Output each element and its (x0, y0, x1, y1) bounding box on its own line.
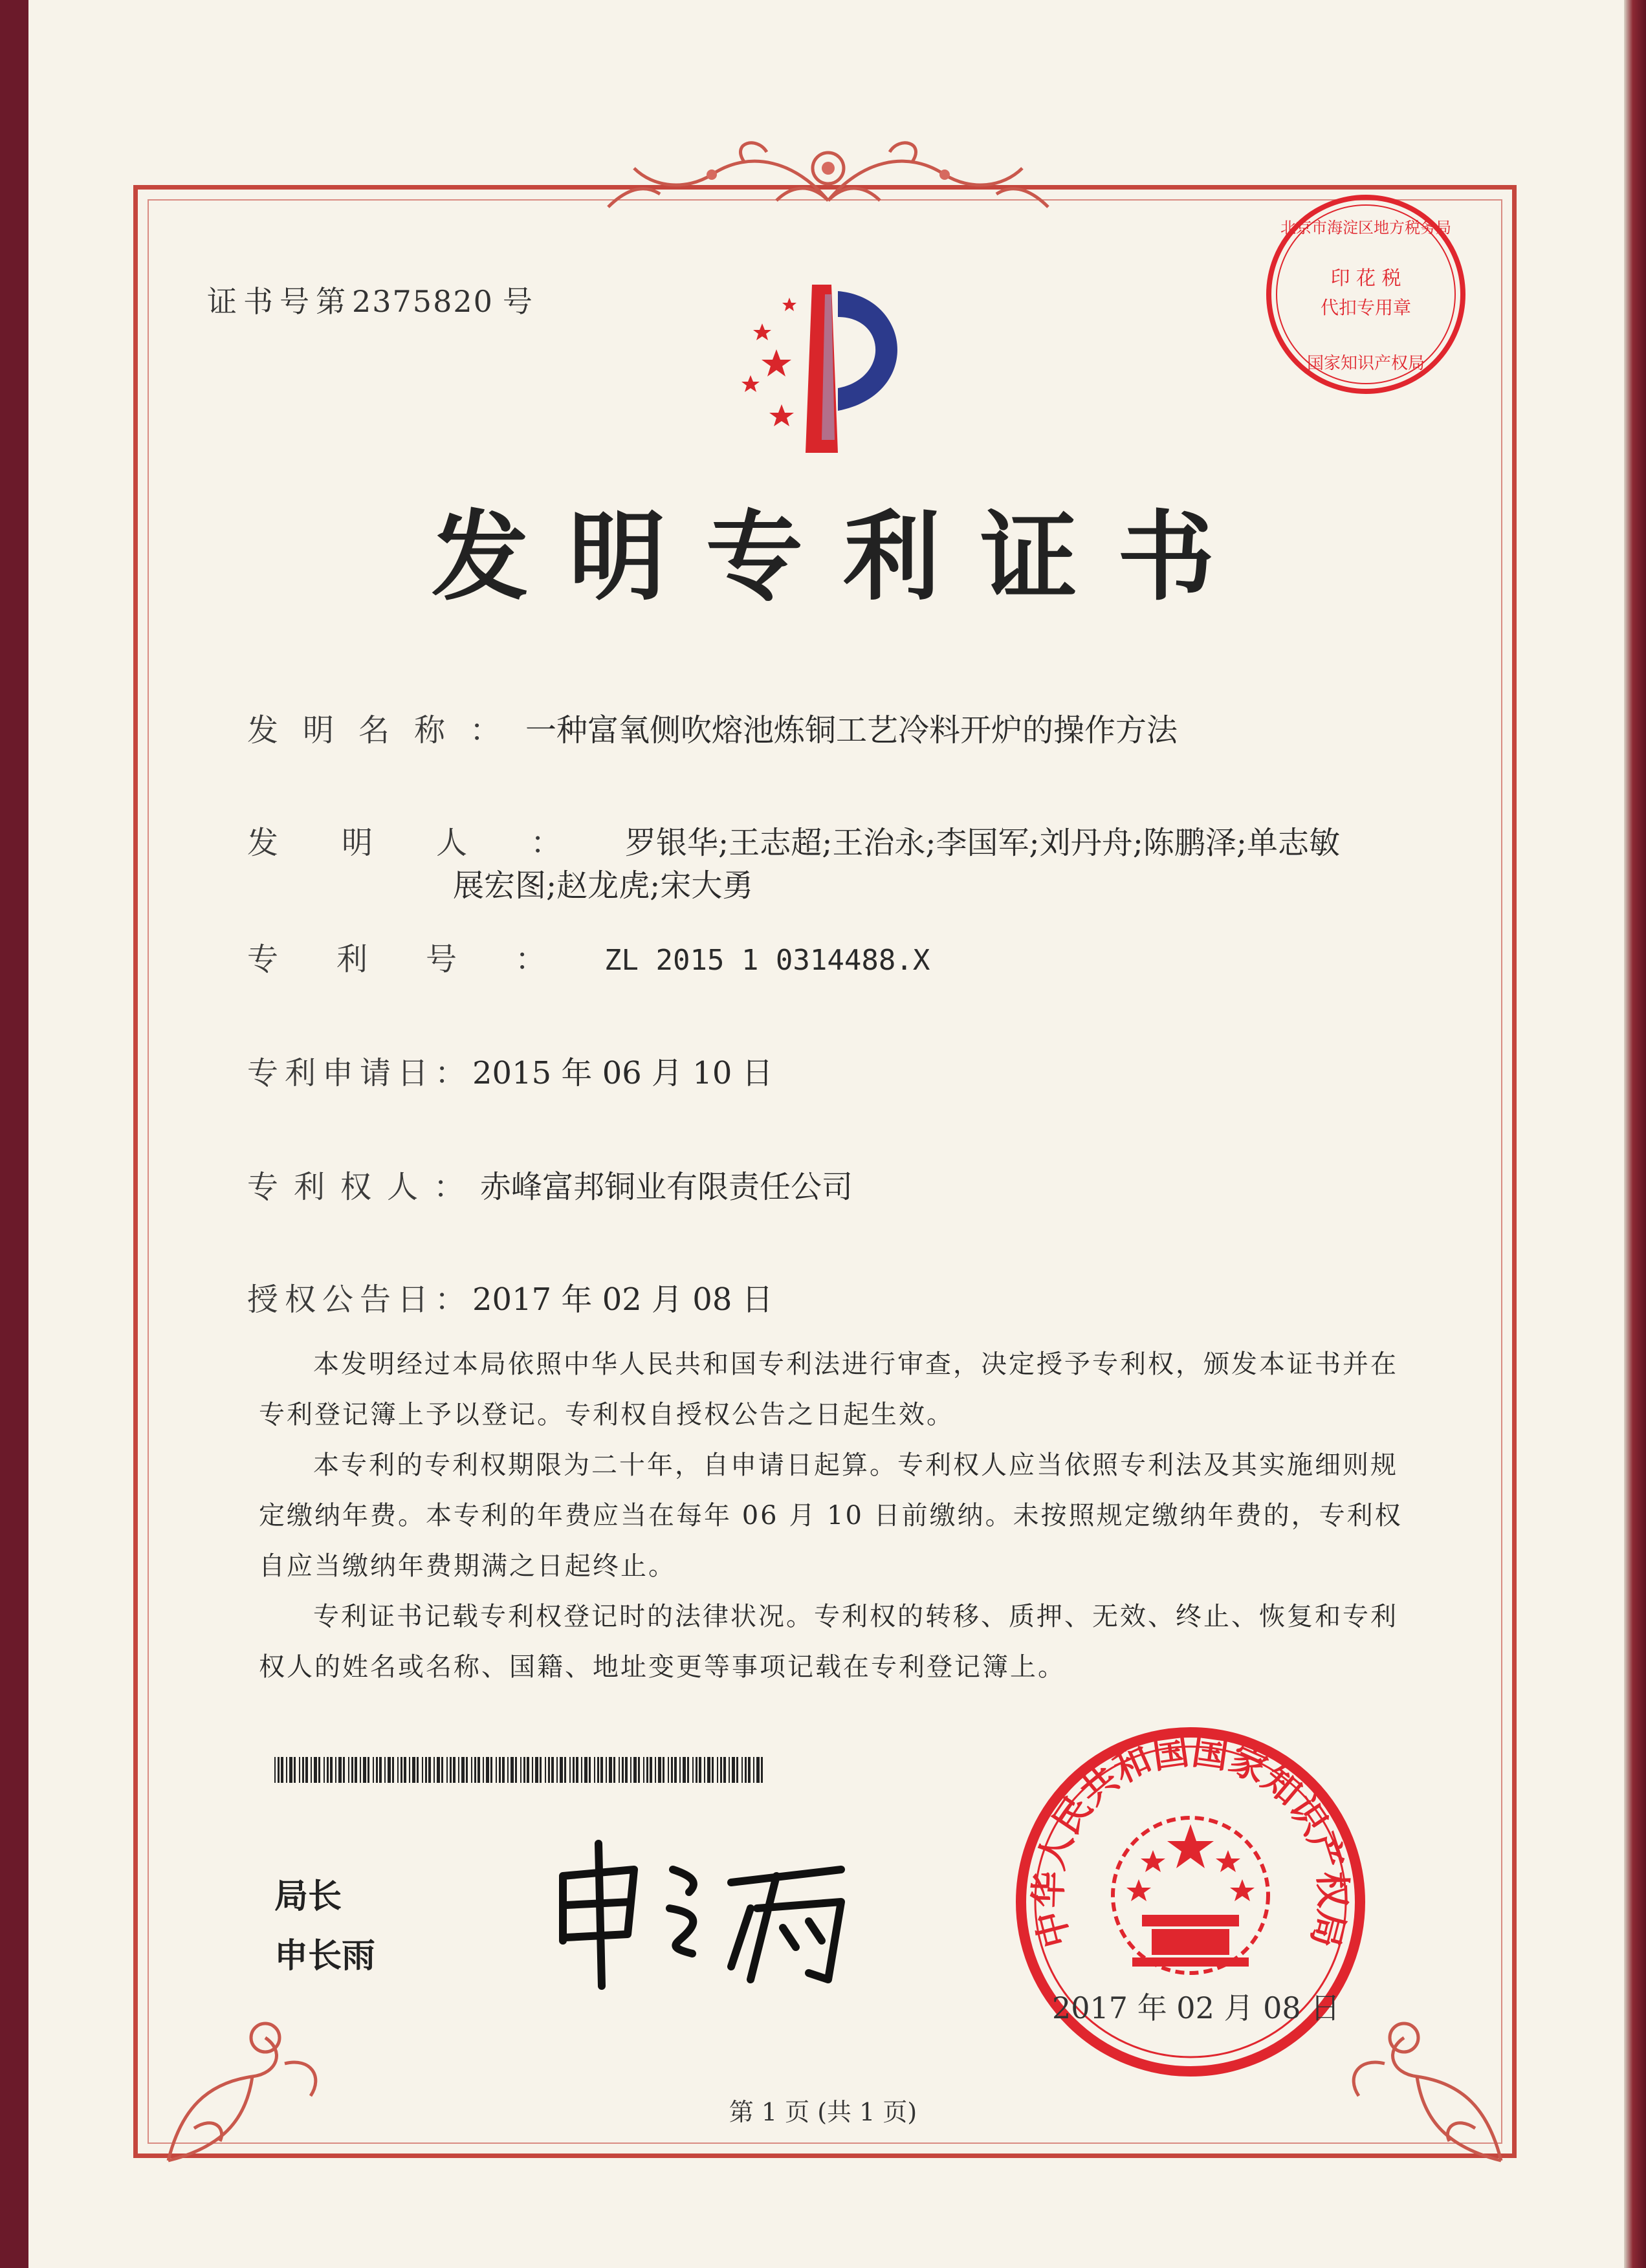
barcode-bar (417, 1757, 419, 1783)
filing-date-value: 2015 年 06 月 10 日 (472, 1055, 773, 1091)
barcode-bar (412, 1757, 415, 1783)
page-number: 第 1 页 (共 1 页) (729, 2098, 917, 2126)
svg-text:国家知识产权局: 国家知识产权局 (1306, 354, 1425, 373)
barcode-bar (556, 1757, 558, 1783)
barcode-bar (507, 1757, 509, 1783)
barcode-bar (441, 1757, 443, 1783)
barcode-bar (348, 1757, 349, 1783)
barcode-bar (466, 1757, 468, 1783)
director-title: 局长 (274, 1877, 342, 1916)
barcode-bar (609, 1757, 612, 1783)
certificate-number (207, 278, 534, 321)
binder-edge (1624, 0, 1646, 2268)
barcode-bar (422, 1757, 423, 1783)
issue-date: 2017 年 02 月 08 日 (1052, 1990, 1341, 2025)
barcode-bar (437, 1757, 440, 1783)
barcode-bar (551, 1757, 554, 1783)
barcode-bar (376, 1757, 378, 1783)
certificate-title: 发明专利证书 (431, 501, 1255, 614)
barcode-bar (658, 1757, 661, 1783)
inventors-line2: 展宏图;赵龙虎;宋大勇 (453, 867, 754, 904)
patentee-label: 专利权人： (247, 1169, 481, 1205)
certificate-number-label: 证书号第 (207, 284, 352, 319)
barcode-bar (404, 1757, 406, 1783)
barcode-bar (458, 1757, 459, 1783)
barcode-bar (409, 1757, 410, 1783)
barcode-bar (532, 1757, 533, 1783)
barcode-bar (756, 1757, 760, 1783)
patentee-row (247, 1162, 853, 1206)
barcode-bar (729, 1757, 730, 1783)
barcode-bar (428, 1757, 431, 1783)
barcode-bar (302, 1757, 304, 1783)
barcode-bar (545, 1757, 546, 1783)
barcode-bar (613, 1757, 615, 1783)
svg-text:北京市海淀区地方税务局: 北京市海淀区地方税务局 (1280, 219, 1451, 237)
barcode-bar (540, 1757, 542, 1783)
corner-ornament-bottom-left (155, 1967, 356, 2167)
barcode-bar (520, 1757, 521, 1783)
top-ornament (582, 123, 1074, 220)
barcode-bar (281, 1757, 283, 1783)
barcode-bar (355, 1757, 357, 1783)
barcode-bar (581, 1757, 582, 1783)
filing-date-row (247, 1048, 773, 1093)
grant-date-row (247, 1274, 773, 1319)
barcode-bar (384, 1757, 386, 1783)
barcode-bar (622, 1757, 624, 1783)
invention-name-label: 发明名称： (247, 712, 526, 748)
barcode-bar (696, 1757, 697, 1783)
barcode-bar (343, 1757, 345, 1783)
barcode-bar (668, 1757, 669, 1783)
barcode-bar (499, 1757, 501, 1783)
barcode-bar (433, 1757, 435, 1783)
invention-name-row (247, 705, 1178, 750)
barcode-bar (655, 1757, 656, 1783)
barcode-bar (318, 1757, 320, 1783)
barcode-bar (486, 1757, 489, 1783)
certificate-number-suffix: 号 (502, 284, 534, 319)
barcode-bar (274, 1757, 276, 1783)
barcode-bar (606, 1757, 607, 1783)
barcode-bar (704, 1757, 705, 1783)
tax-stamp-seal (1259, 188, 1473, 401)
barcode-bar (373, 1757, 374, 1783)
barcode-bar (569, 1757, 571, 1783)
barcode-bar (299, 1757, 300, 1783)
barcode-bar (335, 1757, 336, 1783)
barcode-bar (717, 1757, 718, 1783)
barcode-bar (548, 1757, 550, 1783)
barcode-bar (736, 1757, 738, 1783)
barcode-bar (324, 1757, 325, 1783)
barcode-bar (723, 1757, 726, 1783)
director-signature (537, 1831, 873, 1999)
barcode-bar (761, 1757, 763, 1783)
barcode-bar (453, 1757, 455, 1783)
barcode-bar (687, 1757, 689, 1783)
barcode-bar (600, 1757, 603, 1783)
barcode-bar (327, 1757, 329, 1783)
barcode (274, 1757, 766, 1783)
office-seal (1009, 1721, 1372, 2083)
svg-text:印 花 税: 印 花 税 (1330, 267, 1401, 290)
barcode-bar (515, 1757, 517, 1783)
barcode-bar (753, 1757, 754, 1783)
patent-office-logo (699, 272, 958, 466)
barcode-bar (474, 1757, 476, 1783)
barcode-bar (720, 1757, 722, 1783)
barcode-bar (392, 1757, 394, 1783)
barcode-bar (446, 1757, 448, 1783)
barcode-bar (379, 1757, 382, 1783)
barcode-bar (477, 1757, 480, 1783)
patent-number-label: 专利号： (247, 941, 605, 977)
barcode-bar (278, 1757, 280, 1783)
barcode-bar (490, 1757, 492, 1783)
grant-date-value: 2017 年 02 月 08 日 (472, 1281, 773, 1318)
certificate-body-text (259, 1339, 1423, 1692)
barcode-bar (679, 1757, 681, 1783)
barcode-bar (584, 1757, 587, 1783)
barcode-bar (368, 1757, 369, 1783)
director-block (274, 1867, 375, 1986)
inventors-line1: 罗银华;王志超;王治永;李国军;刘丹舟;陈鹏泽;单志敏 (625, 825, 1341, 861)
barcode-bar (510, 1757, 514, 1783)
barcode-bar (619, 1757, 620, 1783)
barcode-bar (633, 1757, 637, 1783)
barcode-bar (450, 1757, 452, 1783)
filing-date-label: 专利申请日： (247, 1055, 473, 1091)
barcode-bar (597, 1757, 599, 1783)
barcode-bar (461, 1757, 465, 1783)
body-paragraph-2: 本专利的专利权期限为二十年，自申请日起算。专利权人应当依照专利法及其实施细则规定缴纳年费。本专利的年费应当在每年 06 月 10 日前缴纳。未按照规定缴纳年费的，专利权自应当缴纳年费期满之日起终止。 (259, 1450, 1403, 1581)
barcode-bar (630, 1757, 631, 1783)
barcode-bar (699, 1757, 701, 1783)
barcode-bar (560, 1757, 563, 1783)
barcode-bar (573, 1757, 575, 1783)
barcode-bar (388, 1757, 391, 1783)
inventors-row (247, 818, 1340, 862)
barcode-bar (527, 1757, 529, 1783)
director-name: 申长雨 (274, 1937, 376, 1976)
barcode-bar (401, 1757, 402, 1783)
barcode-bar (625, 1757, 628, 1783)
office-seal-text: 中华人民共和国国家知识产权局 (1027, 1730, 1354, 1952)
barcode-bar (286, 1757, 287, 1783)
invention-name-value: 一种富氧侧吹熔池炼铜工艺冷料开炉的操作方法 (525, 712, 1178, 748)
patent-number-row (247, 934, 930, 979)
barcode-bar (330, 1757, 333, 1783)
barcode-bar (564, 1757, 566, 1783)
barcode-bar (594, 1757, 595, 1783)
patent-number-value: ZL 2015 1 0314488.X (604, 944, 930, 977)
svg-text:代扣专用章: 代扣专用章 (1320, 297, 1412, 318)
barcode-bar (289, 1757, 292, 1783)
barcode-bar (646, 1757, 648, 1783)
barcode-bar (311, 1757, 312, 1783)
barcode-bar (363, 1757, 366, 1783)
barcode-bar (502, 1757, 505, 1783)
barcode-bar (483, 1757, 484, 1783)
barcode-bar (663, 1757, 664, 1783)
certificate-number-value: 2375820 (352, 284, 494, 319)
barcode-bar (732, 1757, 735, 1783)
inventors-label: 发明人： (247, 825, 626, 861)
barcode-bar (535, 1757, 538, 1783)
grant-date-label: 授权公告日： (247, 1281, 473, 1318)
barcode-bar (576, 1757, 578, 1783)
barcode-bar (397, 1757, 399, 1783)
barcode-bar (748, 1757, 751, 1783)
barcode-bar (425, 1757, 427, 1783)
barcode-bar (745, 1757, 747, 1783)
barcode-bar (496, 1757, 497, 1783)
barcode-bar (338, 1757, 342, 1783)
barcode-bar (294, 1757, 296, 1783)
barcode-bar (643, 1757, 644, 1783)
barcode-bar (707, 1757, 710, 1783)
barcode-bar (683, 1757, 686, 1783)
barcode-bar (674, 1757, 677, 1783)
barcode-bar (712, 1757, 714, 1783)
barcode-bar (671, 1757, 673, 1783)
barcode-bar (638, 1757, 640, 1783)
barcode-bar (351, 1757, 353, 1783)
barcode-bar (692, 1757, 694, 1783)
patentee-value: 赤峰富邦铜业有限责任公司 (480, 1169, 853, 1205)
body-paragraph-3: 专利证书记载专利权登记时的法律状况。专利权的转移、质押、无效、终止、恢复和专利权人的姓名或名称、国籍、地址变更等事项记载在专利登记簿上。 (259, 1602, 1398, 1682)
barcode-bar (360, 1757, 361, 1783)
barcode-bar (314, 1757, 317, 1783)
barcode-bar (305, 1757, 308, 1783)
barcode-bar (741, 1757, 743, 1783)
barcode-bar (650, 1757, 652, 1783)
barcode-bar (471, 1757, 472, 1783)
barcode-bar (589, 1757, 591, 1783)
body-paragraph-1: 本发明经过本局依照中华人民共和国专利法进行审查，决定授予专利权，颁发本证书并在专利登记簿上予以登记。专利权自授权公告之日起生效。 (259, 1349, 1398, 1430)
barcode-bar (523, 1757, 525, 1783)
